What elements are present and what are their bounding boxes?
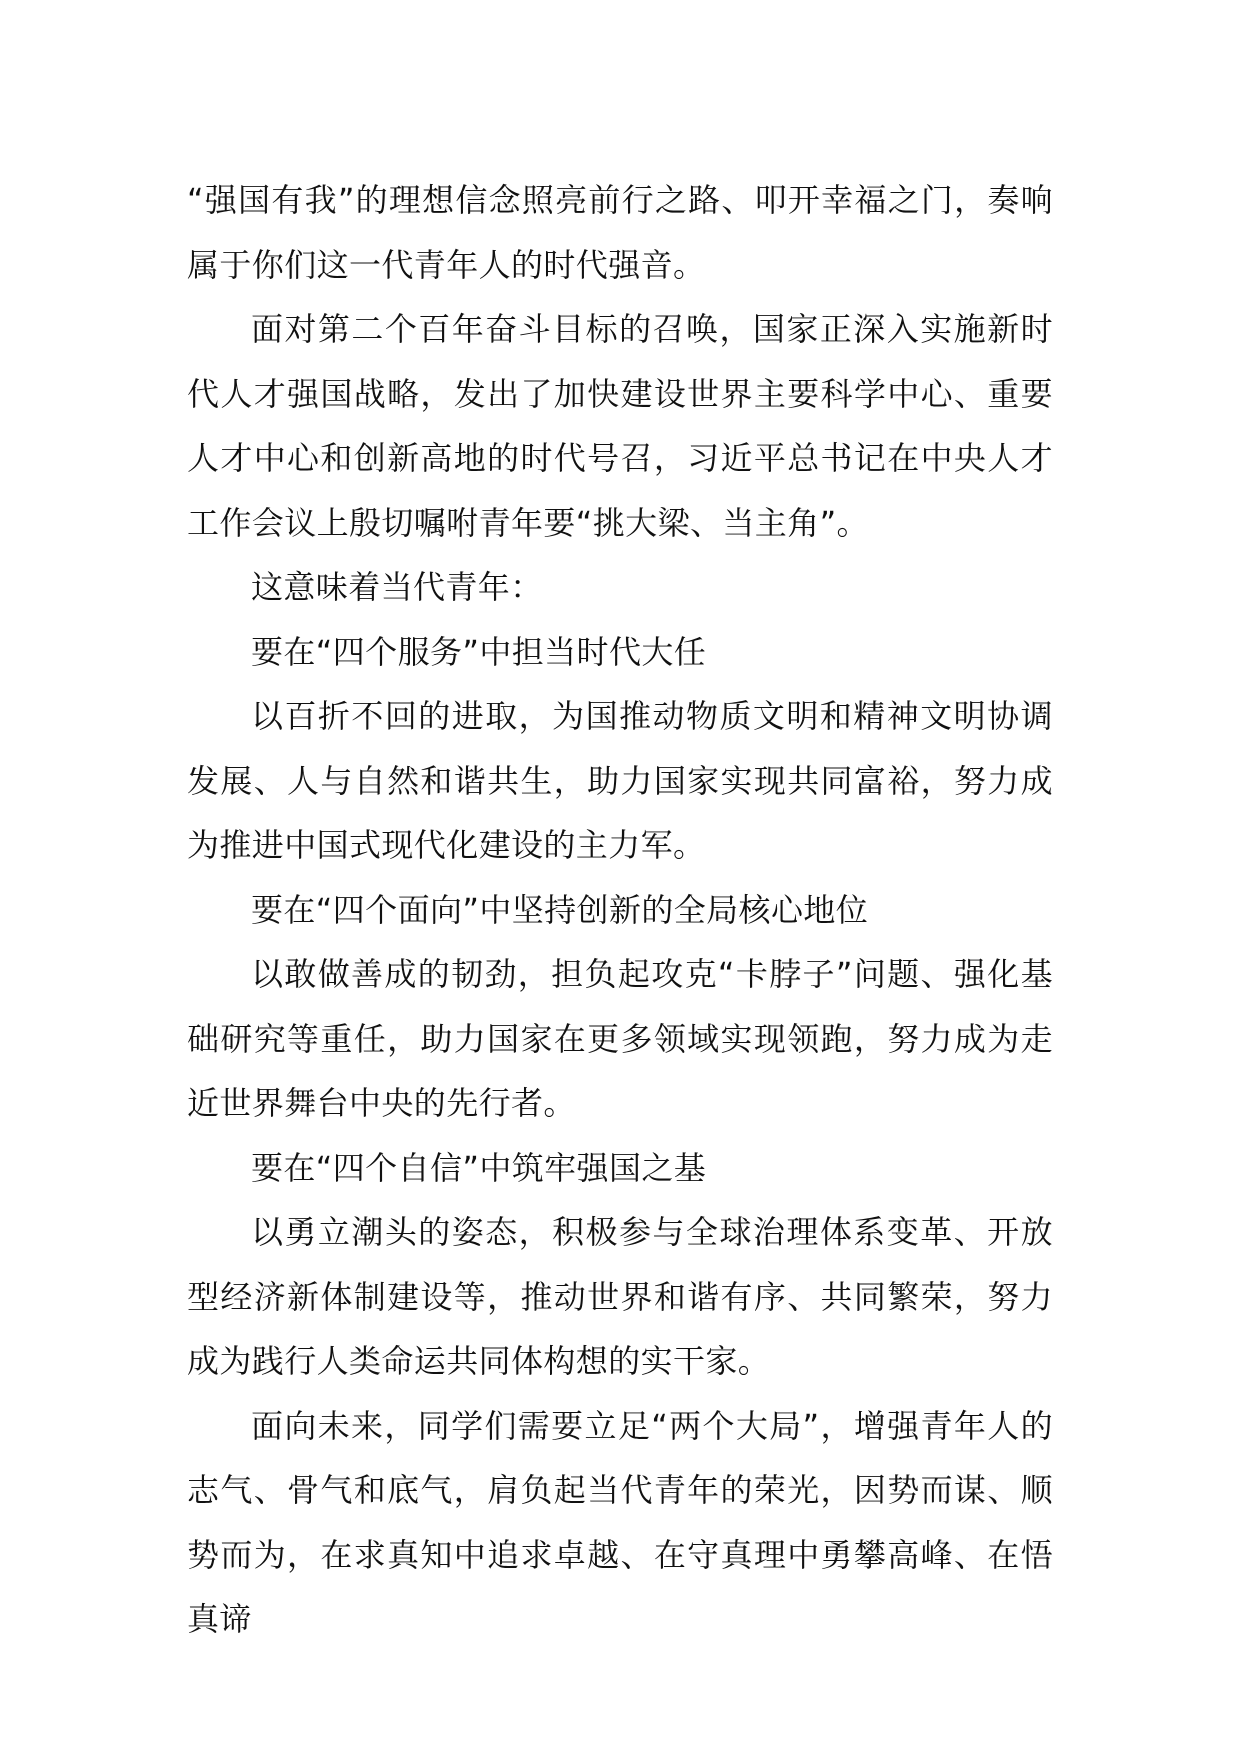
section-heading: 要在“四个面向”中坚持创新的全局核心地位 — [251, 890, 869, 929]
section-heading: 要在“四个服务”中担当时代大任 — [251, 632, 707, 671]
paragraph: 这意味着当代青年： — [251, 568, 543, 606]
section-heading: 要在“四个自信”中筑牢强国之基 — [251, 1148, 707, 1187]
paragraph: “强国有我”的理想信念照亮前行之路、叩开幸福之门，奏响属于你们这一代青年人的时代强音。 — [187, 181, 1053, 284]
document-body — [187, 168, 1053, 1652]
paragraph: 面向未来，同学们需要立足“两个大局”，增强青年人的志气、骨气和底气，肩负起当代青年的荣光，因势而谋、顺势而为，在求真知中追求卓越、在守真理中勇攀高峰、在悟真谛 — [187, 1406, 1053, 1638]
paragraph: 以百折不回的进取，为国推动物质文明和精神文明协调发展、人与自然和谐共生，助力国家实现共同富裕，努力成为推进中国式现代化建设的主力军。 — [187, 697, 1053, 864]
paragraph: 以勇立潮头的姿态，积极参与全球治理体系变革、开放型经济新体制建设等，推动世界和谐有序、共同繁荣，努力成为践行人类命运共同体构想的实干家。 — [187, 1213, 1053, 1380]
paragraph: 面对第二个百年奋斗目标的召唤，国家正深入实施新时代人才强国战略，发出了加快建设世界主要科学中心、重要人才中心和创新高地的时代号召，习近平总书记在中央人才工作会议上殷切嘱咐青年要“挑大梁、当主角”。 — [187, 310, 1053, 542]
paragraph: 以敢做善成的韧劲，担负起攻克“卡脖子”问题、强化基础研究等重任，助力国家在更多领域实现领跑，努力成为走近世界舞台中央的先行者。 — [187, 955, 1053, 1122]
